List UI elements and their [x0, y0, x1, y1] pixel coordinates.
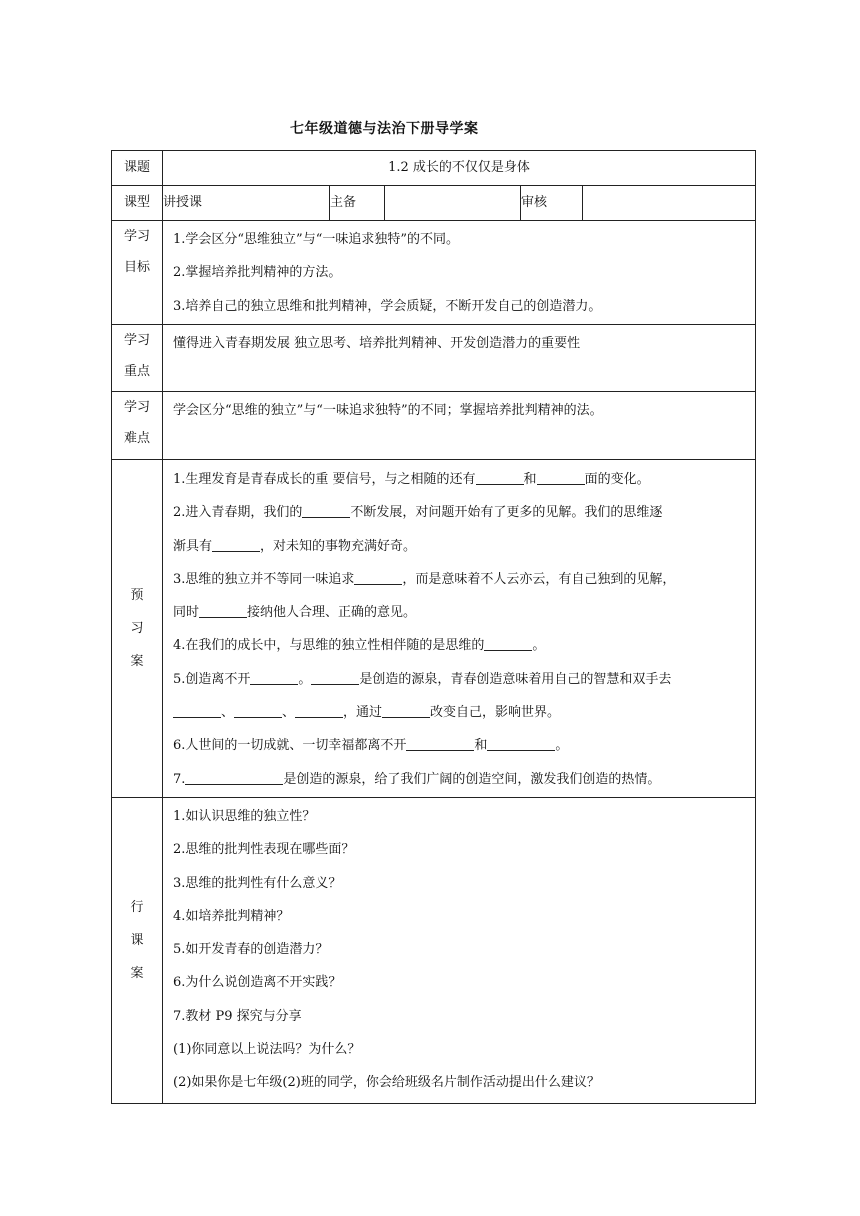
preview-q6 [163, 729, 755, 762]
focus-label-top: 学习 [123, 333, 150, 348]
lesson-item: 1.如认识思维的独立性？ [173, 809, 316, 824]
lesson-item: 7.教材 P9 探究与分享 [173, 1008, 302, 1024]
q3-text-b: ，而是意味着不人云亦云，有自己独到的见解， [402, 571, 676, 587]
fill-blank[interactable] [406, 736, 474, 751]
lesson-label-char: 行 [130, 900, 144, 915]
q2-text-c: 渐具有 [173, 538, 213, 554]
q5-text-a: 5.创造离不开 [173, 671, 251, 687]
preview-label-char: 案 [130, 654, 144, 669]
preview-q1 [163, 463, 755, 496]
lesson-item: 3.思维的批判性有什么意义？ [173, 875, 342, 891]
difficulty-content [163, 392, 756, 460]
fill-blank[interactable] [382, 703, 430, 718]
q5-text-b: 。 [298, 671, 312, 687]
preview-q2-line1 [163, 496, 755, 529]
q6-text-b: 和 [474, 738, 488, 754]
lesson-label-char: 案 [130, 966, 144, 981]
objectives-content [163, 221, 756, 325]
q5-text-g: 改变自己，影响世界。 [430, 705, 561, 721]
objectives-row [112, 221, 756, 325]
preview-q5-line1 [163, 663, 755, 696]
q2-text-b: 不断发展，对问题开始有了更多的见解。我们的思维逐 [350, 505, 663, 521]
fill-blank[interactable] [295, 703, 343, 718]
preview-label-char: 习 [130, 621, 144, 636]
difficulty-label-top: 学习 [123, 400, 150, 415]
focus-label [112, 325, 163, 392]
lesson-item: 6.为什么说创造离不开实践？ [173, 975, 342, 991]
preview-label-char: 预 [130, 588, 144, 603]
fill-blank[interactable] [487, 736, 555, 751]
topic-label: 课题 [112, 151, 163, 186]
objectives-label-top: 学习 [123, 229, 150, 244]
fill-blank[interactable] [311, 670, 359, 685]
fill-blank[interactable] [354, 570, 402, 585]
preview-q3-line2 [163, 596, 755, 629]
lesson-label [112, 798, 163, 1104]
fill-blank[interactable] [476, 470, 524, 485]
objectives-label [112, 221, 163, 325]
review-label: 审核 [521, 186, 583, 221]
prep-value [385, 186, 521, 221]
q2-text-a: 2.进入青春期，我们的 [173, 505, 303, 521]
fill-blank[interactable] [212, 537, 260, 552]
lesson-item: (2)如果你是七年级(2)班的同学，你会给班级名片制作活动提出什么建议？ [173, 1075, 600, 1091]
difficulty-row [112, 392, 756, 460]
fill-blank[interactable] [250, 670, 298, 685]
q5-text-f: ，通过 [343, 705, 383, 721]
difficulty-label [112, 392, 163, 460]
q1-text-a: 1.生理发育是青春成长的重 要信号，与之相随的还有 [173, 472, 476, 487]
q1-text-c: 面的变化。 [584, 472, 650, 487]
prep-label: 主备 [330, 186, 385, 221]
type-value: 讲授课 [163, 186, 330, 221]
q4-text-b: 。 [532, 638, 546, 654]
q1-text-b: 和 [523, 472, 537, 487]
preview-q7 [163, 763, 755, 796]
q3-text-a: 3.思维的独立并不等同一味追求 [173, 571, 355, 587]
difficulty-label-bottom: 难点 [123, 431, 150, 446]
lesson-content [163, 798, 756, 1104]
preview-q5-line2 [163, 696, 755, 729]
fill-blank[interactable] [484, 636, 532, 651]
lesson-row [112, 798, 756, 1104]
q7-text-a: 7. [173, 771, 186, 787]
q6-text-c: 。 [555, 738, 569, 754]
objectives-label-bottom: 目标 [123, 260, 150, 275]
q6-text-a: 6.人世间的一切成就、一切幸福都离不开 [173, 738, 407, 754]
focus-content [163, 325, 756, 392]
fill-blank[interactable] [234, 703, 282, 718]
preview-q2-line2 [163, 530, 755, 563]
fill-blank[interactable] [537, 470, 585, 485]
lesson-item: 4.如培养批判精神？ [173, 908, 290, 924]
difficulty-text: 学会区分“思维的独立”与“一味追求独特”的不同；掌握培养批判精神的法。 [173, 403, 603, 418]
q4-text-a: 4.在我们的成长中，与思维的独立性相伴随的是思维的 [173, 638, 485, 654]
q5-text-d: 、 [221, 705, 235, 721]
lesson-item: 5.如开发青春的创造潜力？ [173, 942, 329, 958]
lesson-item: 2.思维的批判性表现在哪些面？ [173, 842, 355, 858]
topic-value: 1.2 成长的不仅仅是身体 [163, 151, 756, 186]
objective-item: 2.掌握培养批判精神的方法。 [173, 265, 342, 281]
topic-row [112, 151, 756, 186]
fill-blank[interactable] [173, 703, 221, 718]
fill-blank[interactable] [302, 503, 350, 518]
focus-text: 懂得进入青春期发展 独立思考、培养批判精神、开发创造潜力的重要性 [173, 336, 581, 351]
fill-blank[interactable] [199, 603, 247, 618]
preview-row [112, 460, 756, 798]
study-guide-table [111, 150, 756, 1104]
focus-row [112, 325, 756, 392]
doc-title: 七年级道德与法治下册导学案 [290, 121, 479, 137]
focus-label-bottom: 重点 [123, 364, 150, 379]
q7-text-b: 是创造的源泉，给了我们广阔的创造空间，激发我们创造的热情。 [283, 771, 661, 787]
q5-text-e: 、 [282, 705, 296, 721]
q3-text-c: 同时 [173, 605, 200, 621]
q5-text-c: 是创造的源泉，青春创造意味着用自己的智慧和双手去 [359, 671, 672, 687]
preview-q4 [163, 629, 755, 662]
q2-text-d: ，对未知的事物充满好奇。 [260, 538, 417, 554]
lesson-label-char: 课 [130, 933, 144, 948]
preview-label [112, 460, 163, 798]
type-label: 课型 [112, 186, 163, 221]
q3-text-d: 接纳他人合理、正确的意见。 [247, 605, 417, 621]
objective-item: 1.学会区分“思维独立”与“一味追求独特”的不同。 [173, 232, 459, 247]
type-row [112, 186, 756, 221]
preview-content [163, 460, 756, 798]
review-value [583, 186, 756, 221]
preview-q3-line1 [163, 563, 755, 596]
fill-blank[interactable] [185, 770, 283, 785]
lesson-item: (1)你同意以上说法吗？为什么？ [173, 1042, 361, 1058]
objective-item: 3.培养自己的独立思维和批判精神，学会质疑，不断开发自己的创造潜力。 [173, 298, 602, 314]
